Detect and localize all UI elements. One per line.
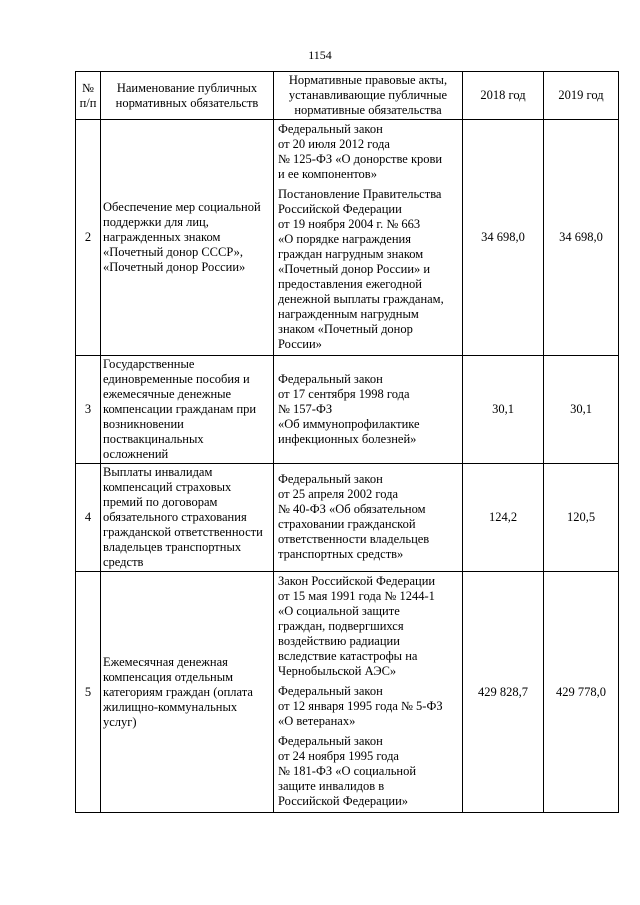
legal-act-line: от 20 июля 2012 года (278, 137, 390, 151)
header-num: № п/п (76, 72, 101, 120)
legal-act (276, 371, 460, 449)
legal-act (276, 186, 460, 354)
legal-acts-cell (274, 464, 463, 572)
legal-act-line: Российской Федерации (278, 202, 402, 216)
legal-act-line: «О ветеранах» (278, 714, 356, 728)
header-2019: 2019 год (544, 72, 619, 120)
legal-act-line: знаком «Почетный донор (278, 322, 413, 336)
legal-act-line: граждан, подвергшихся (278, 619, 404, 633)
obligation-name: Обеспечение мер социальной поддержки для лиц, награжденных знаком «Почетный донор СССР», «Почетный донор России» (101, 120, 274, 356)
row-number: 3 (76, 356, 101, 464)
legal-act-line: «О социальной защите (278, 604, 400, 618)
legal-act-line: Федеральный закон (278, 371, 383, 386)
value-2018: 34 698,0 (463, 120, 544, 356)
page-number: 1154 (308, 48, 332, 62)
legal-act-line: и ее компонентов» (278, 167, 377, 181)
legal-act-line: награжденным нагрудным (278, 307, 419, 321)
legal-act-line: денежной выплаты гражданам, (278, 292, 444, 306)
table-header (76, 72, 619, 120)
legal-act-line: ответственности владельцев (278, 532, 430, 546)
legal-act-line: «Почетный донор России» и (278, 262, 431, 276)
legal-act (276, 683, 460, 731)
table-row (76, 572, 619, 813)
table-row (76, 356, 619, 464)
legal-act-line: Федеральный закон (278, 472, 383, 486)
table-row (76, 464, 619, 572)
header-name: Наименование публичных нормативных обязательств (101, 72, 274, 120)
legal-act-line: воздействию радиации (278, 634, 400, 648)
legal-act-line: граждан нагрудным знаком (278, 247, 424, 261)
legal-act-line: предоставления ежегодной (278, 277, 422, 291)
legal-act-line: Российской Федерации» (278, 794, 409, 808)
legal-act-line: Постановление Правительства (278, 187, 442, 201)
legal-acts-cell (274, 356, 463, 464)
legal-act-line: от 19 ноября 2004 г. № 663 (278, 217, 421, 231)
value-2018: 30,1 (463, 356, 544, 464)
legal-act-line: от 17 сентября 1998 года (278, 386, 410, 401)
value-2019: 34 698,0 (544, 120, 619, 356)
legal-act-line: страховании гражданской (278, 517, 416, 531)
legal-act-line: Федеральный закон (278, 684, 383, 698)
legal-act-line: от 25 апреля 2002 года (278, 487, 399, 501)
value-2019: 120,5 (544, 464, 619, 572)
legal-act-line: «Об иммунопрофилактике (278, 416, 420, 431)
legal-act (276, 121, 460, 184)
value-2018: 124,2 (463, 464, 544, 572)
legal-act-line: от 15 мая 1991 года № 1244-1 (278, 589, 435, 603)
value-2018: 429 828,7 (463, 572, 544, 813)
legal-acts-cell (274, 572, 463, 813)
legal-act-line: «О порядке награждения (278, 232, 411, 246)
legal-act-line: Федеральный закон (278, 734, 383, 748)
row-number: 5 (76, 572, 101, 813)
legal-act (276, 733, 460, 811)
row-number: 2 (76, 120, 101, 356)
row-number: 4 (76, 464, 101, 572)
value-2019: 429 778,0 (544, 572, 619, 813)
legal-act-line: от 12 января 1995 года № 5-ФЗ (278, 699, 443, 713)
legal-act-line: от 24 ноября 1995 года (278, 749, 399, 763)
legal-act-line: России» (278, 337, 322, 351)
legal-act-line: Закон Российской Федерации (278, 574, 436, 588)
value-2019: 30,1 (544, 356, 619, 464)
table-body (76, 120, 619, 813)
legal-act-line: транспортных средств» (278, 547, 404, 561)
obligation-name: Ежемесячная денежная компенсация отдельным категориям граждан (оплата жилищно-коммунальных услуг) (101, 572, 274, 813)
legal-act-line: вследствие катастрофы на (278, 649, 418, 663)
legal-act-line: Чернобыльской АЭС» (278, 664, 397, 678)
legal-act-line: № 125-ФЗ «О донорстве крови (278, 152, 443, 166)
header-acts: Нормативные правовые акты, устанавливающие публичные нормативные обязательства (274, 72, 463, 120)
legal-acts-cell (274, 120, 463, 356)
obligation-name: Государственные единовременные пособия и ежемесячные денежные компенсации гражданам при возникновении поствакцинальных осложнений (101, 356, 274, 464)
legal-act-line: инфекционных болезней» (278, 431, 417, 446)
legal-act (276, 573, 460, 681)
legal-act-line: № 40-ФЗ «Об обязательном (278, 502, 426, 516)
legal-act-line: Федеральный закон (278, 122, 383, 136)
legal-act-line: № 181-ФЗ «О социальной (278, 764, 417, 778)
legal-act-line: № 157-ФЗ (278, 401, 333, 416)
legal-act-line: защите инвалидов в (278, 779, 385, 793)
obligations-table (75, 71, 619, 813)
legal-act (276, 471, 460, 564)
header-2018: 2018 год (463, 72, 544, 120)
obligation-name: Выплаты инвалидам компенсаций страховых премий по договорам обязательного страхования гражданской ответственности владельцев транспортных средств (101, 464, 274, 572)
table-row (76, 120, 619, 356)
